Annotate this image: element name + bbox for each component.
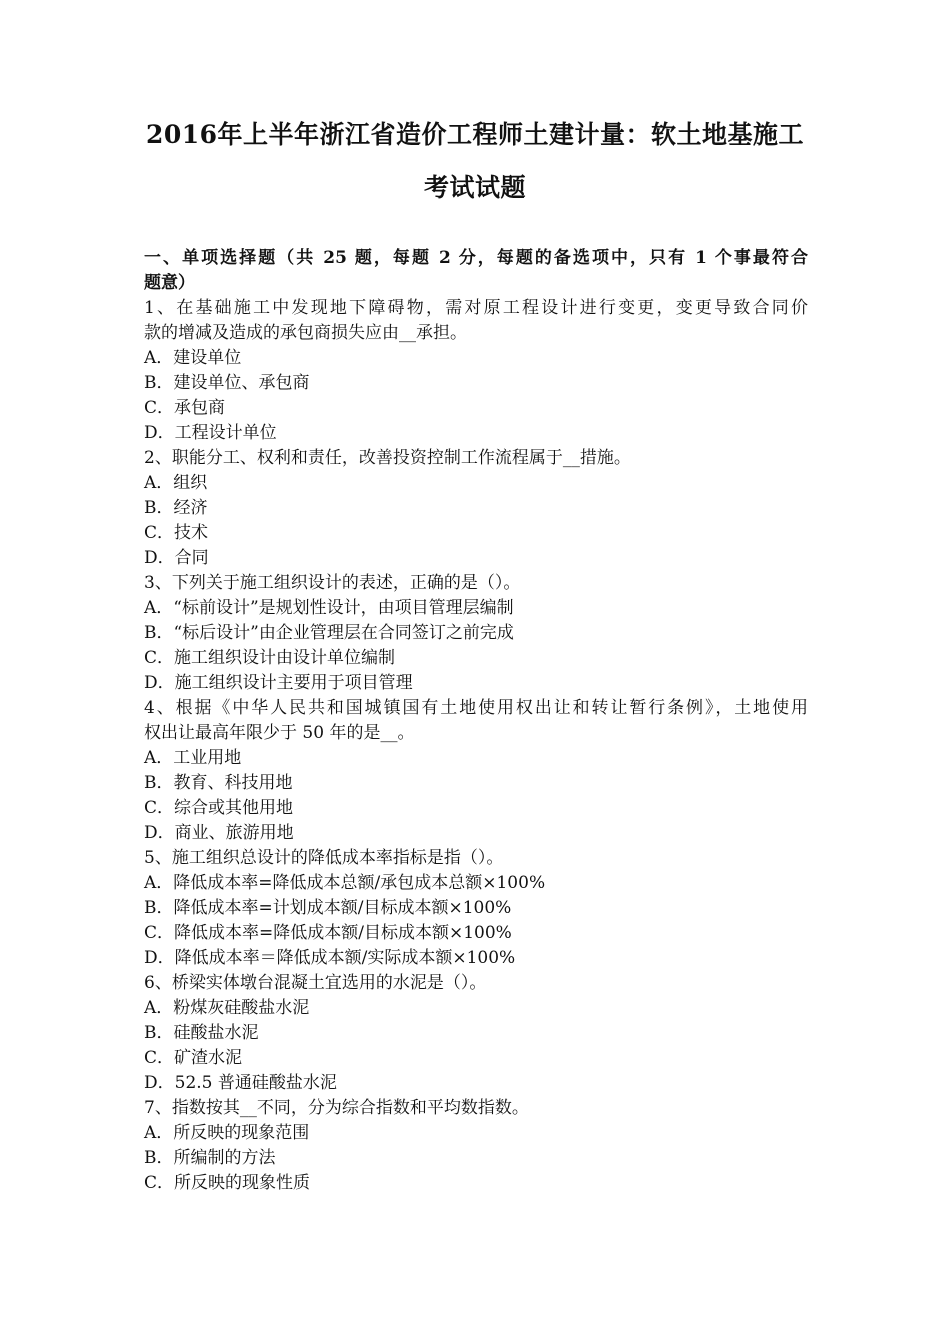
option-c: C．技术 [144,523,209,543]
option-a: A．组织 [144,473,208,493]
option-a: A．降低成本率=降低成本总额/承包成本总额×100% [144,873,546,893]
question-stem: 2、职能分工、权利和责任，改善投资控制工作流程属于__措施。 [144,448,631,468]
section-heading-line-2: 题意） [144,273,195,293]
question-1 [144,296,808,446]
option-b: B．“标后设计”由企业管理层在合同签订之前完成 [144,623,514,643]
option-b: B．经济 [144,498,208,518]
document-body [144,246,808,1196]
section-heading [144,246,808,296]
option-a: A．建设单位 [144,348,242,368]
question-stem: 款的增减及造成的承包商损失应由__承担。 [144,323,467,343]
question-stem: 5、施工组织总设计的降低成本率指标是指（）。 [144,848,504,868]
question-2 [144,446,808,571]
question-stem: 6、桥梁实体墩台混凝土宜选用的水泥是（）。 [144,973,487,993]
question-3 [144,571,808,696]
option-b: B．硅酸盐水泥 [144,1023,259,1043]
option-b: B．降低成本率=计划成本额/目标成本额×100% [144,898,512,918]
document-title-line-2: 考试试题 [423,173,526,202]
option-c: C．降低成本率=降低成本额/目标成本额×100% [144,923,512,943]
question-4 [144,696,808,846]
question-7 [144,1096,808,1196]
option-b: B．所编制的方法 [144,1148,276,1168]
document-title-line-1: 2016年上半年浙江省造价工程师土建计量：软土地基施工 [145,120,805,149]
option-b: B．教育、科技用地 [144,773,293,793]
option-d: D．施工组织设计主要用于项目管理 [144,673,413,693]
option-d: D．52.5 普通硅酸盐水泥 [144,1073,337,1093]
option-d: D．降低成本率＝降低成本额/实际成本额×100% [144,948,516,968]
question-stem: 权出让最高年限少于 50 年的是__。 [144,723,415,743]
option-c: C．施工组织设计由设计单位编制 [144,648,396,668]
question-6 [144,971,808,1096]
question-stem: 1、在基础施工中发现地下障碍物，需对原工程设计进行变更，变更导致合同价 [144,298,808,318]
question-5 [144,846,808,971]
option-d: D．商业、旅游用地 [144,823,294,843]
option-d: D．合同 [144,548,209,568]
option-a: A．粉煤灰硅酸盐水泥 [144,998,310,1018]
option-a: A．所反映的现象范围 [144,1123,310,1143]
option-c: C．承包商 [144,398,226,418]
option-c: C．综合或其他用地 [144,798,294,818]
option-c: C．矿渣水泥 [144,1048,243,1068]
option-c: C．所反映的现象性质 [144,1173,311,1193]
option-a: A．工业用地 [144,748,242,768]
question-stem: 4、根据《中华人民共和国城镇国有土地使用权出让和转让暂行条例》，土地使用 [144,698,808,718]
option-d: D．工程设计单位 [144,423,277,443]
section-heading-line-1: 一、单项选择题（共 25 题，每题 2 分，每题的备选项中，只有 1 个事最符合 [144,248,808,268]
question-stem: 7、指数按其__不同，分为综合指数和平均数指数。 [144,1098,529,1118]
option-a: A．“标前设计”是规划性设计，由项目管理层编制 [144,598,514,618]
option-b: B．建设单位、承包商 [144,373,310,393]
question-stem: 3、下列关于施工组织设计的表述，正确的是（）。 [144,573,521,593]
